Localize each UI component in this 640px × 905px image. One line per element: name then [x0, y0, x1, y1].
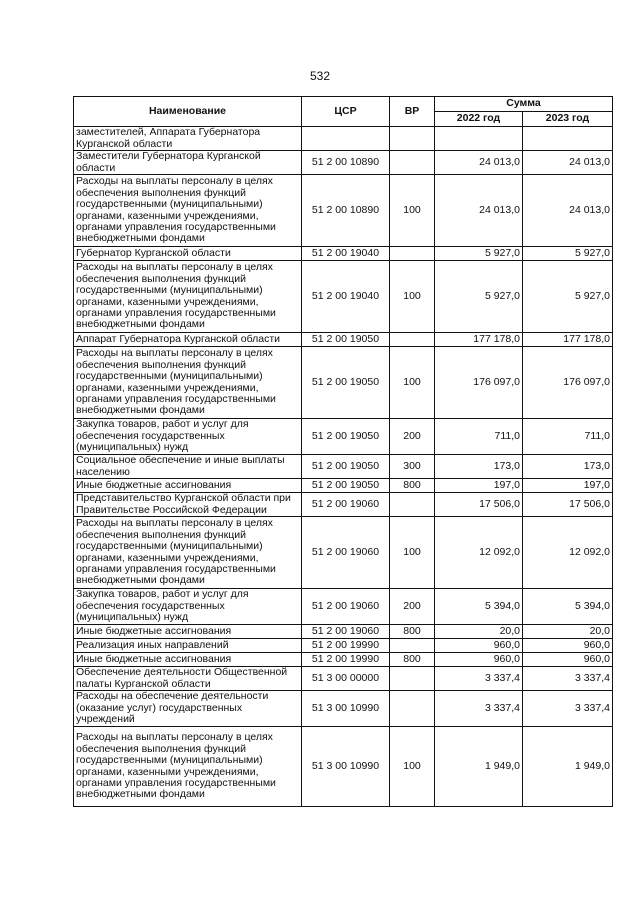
row-csr-cell: 51 3 00 00000: [302, 667, 390, 691]
row-csr-cell: [302, 127, 390, 151]
row-amount-2022-cell: 177 178,0: [435, 333, 523, 347]
row-csr-cell: 51 2 00 19040: [302, 261, 390, 333]
table-row: [74, 667, 613, 691]
row-csr-cell: 51 2 00 19050: [302, 347, 390, 419]
table-row: [74, 517, 613, 589]
row-name-cell: Расходы на выплаты персоналу в целях обеспечения выполнения функций государственными (муниципальными) органами, казенными учреждениями, органами управления государственными внебюджетными фондами: [74, 727, 302, 807]
row-amount-2022-cell: 24 013,0: [435, 175, 523, 247]
row-amount-2022-cell: 3 337,4: [435, 691, 523, 727]
row-csr-cell: 51 2 00 19050: [302, 419, 390, 455]
table-row: [74, 333, 613, 347]
row-amount-2023-cell: 176 097,0: [523, 347, 613, 419]
row-vr-cell: [390, 247, 435, 261]
row-vr-cell: 100: [390, 261, 435, 333]
row-name-cell: Заместители Губернатора Курганской области: [74, 151, 302, 175]
row-name-cell: Иные бюджетные ассигнования: [74, 653, 302, 667]
row-amount-2023-cell: 5 394,0: [523, 589, 613, 625]
table-row: [74, 127, 613, 151]
table-row: [74, 479, 613, 493]
row-name-cell: Расходы на выплаты персоналу в целях обеспечения выполнения функций государственными (муниципальными) органами, казенными учреждениями, органами управления государственными внебюджетными фондами: [74, 517, 302, 589]
row-amount-2022-cell: 960,0: [435, 653, 523, 667]
row-amount-2023-cell: 5 927,0: [523, 247, 613, 261]
row-name-cell: заместителей, Аппарата Губернатора Курганской области: [74, 127, 302, 151]
row-csr-cell: 51 3 00 10990: [302, 691, 390, 727]
row-csr-cell: 51 2 00 19050: [302, 479, 390, 493]
row-vr-cell: [390, 493, 435, 517]
budget-table: [73, 96, 613, 807]
row-name-cell: Представительство Курганской области при Правительстве Российской Федерации: [74, 493, 302, 517]
row-amount-2022-cell: 173,0: [435, 455, 523, 479]
row-vr-cell: 100: [390, 517, 435, 589]
row-amount-2023-cell: 197,0: [523, 479, 613, 493]
table-row: [74, 691, 613, 727]
header-csr: ЦСР: [302, 97, 390, 127]
row-name-cell: Закупка товаров, работ и услуг для обеспечения государственных (муниципальных) нужд: [74, 419, 302, 455]
row-vr-cell: 300: [390, 455, 435, 479]
row-name-cell: Губернатор Курганской области: [74, 247, 302, 261]
row-amount-2022-cell: 17 506,0: [435, 493, 523, 517]
row-amount-2023-cell: 3 337,4: [523, 691, 613, 727]
row-name-cell: Иные бюджетные ассигнования: [74, 479, 302, 493]
row-name-cell: Реализация иных направлений: [74, 639, 302, 653]
row-vr-cell: 100: [390, 347, 435, 419]
row-vr-cell: [390, 127, 435, 151]
row-amount-2023-cell: 3 337,4: [523, 667, 613, 691]
row-vr-cell: 100: [390, 175, 435, 247]
row-amount-2022-cell: [435, 127, 523, 151]
row-name-cell: Закупка товаров, работ и услуг для обеспечения государственных (муниципальных) нужд: [74, 589, 302, 625]
row-amount-2022-cell: 24 013,0: [435, 151, 523, 175]
row-amount-2023-cell: 177 178,0: [523, 333, 613, 347]
row-csr-cell: 51 2 00 19060: [302, 493, 390, 517]
row-csr-cell: 51 2 00 10890: [302, 175, 390, 247]
table-row: [74, 727, 613, 807]
row-csr-cell: 51 2 00 19050: [302, 333, 390, 347]
header-year-2023: 2023 год: [523, 112, 613, 127]
row-amount-2023-cell: 1 949,0: [523, 727, 613, 807]
row-name-cell: Расходы на обеспечение деятельности (оказание услуг) государственных учреждений: [74, 691, 302, 727]
row-amount-2023-cell: 24 013,0: [523, 175, 613, 247]
table-row: [74, 347, 613, 419]
row-amount-2022-cell: 5 927,0: [435, 261, 523, 333]
row-csr-cell: 51 3 00 10990: [302, 727, 390, 807]
row-amount-2022-cell: 3 337,4: [435, 667, 523, 691]
row-csr-cell: 51 2 00 19060: [302, 517, 390, 589]
row-amount-2022-cell: 1 949,0: [435, 727, 523, 807]
row-csr-cell: 51 2 00 19990: [302, 639, 390, 653]
row-vr-cell: [390, 151, 435, 175]
row-name-cell: Расходы на выплаты персоналу в целях обеспечения выполнения функций государственными (муниципальными) органами, казенными учреждениями, органами управления государственными внебюджетными фондами: [74, 175, 302, 247]
row-csr-cell: 51 2 00 19060: [302, 589, 390, 625]
row-amount-2023-cell: 173,0: [523, 455, 613, 479]
page-number: 532: [309, 69, 331, 83]
row-vr-cell: [390, 333, 435, 347]
row-vr-cell: [390, 667, 435, 691]
row-amount-2022-cell: 197,0: [435, 479, 523, 493]
row-amount-2023-cell: 711,0: [523, 419, 613, 455]
row-csr-cell: 51 2 00 19990: [302, 653, 390, 667]
table-row: [74, 653, 613, 667]
row-amount-2022-cell: 20,0: [435, 625, 523, 639]
row-name-cell: Социальное обеспечение и иные выплаты населению: [74, 455, 302, 479]
row-amount-2022-cell: 12 092,0: [435, 517, 523, 589]
row-amount-2023-cell: 960,0: [523, 639, 613, 653]
row-amount-2022-cell: 176 097,0: [435, 347, 523, 419]
row-name-cell: Расходы на выплаты персоналу в целях обеспечения выполнения функций государственными (муниципальными) органами, казенными учреждениями, органами управления государственными внебюджетными фондами: [74, 261, 302, 333]
row-csr-cell: 51 2 00 19050: [302, 455, 390, 479]
row-amount-2022-cell: 5 394,0: [435, 589, 523, 625]
row-vr-cell: 800: [390, 625, 435, 639]
table-row: [74, 625, 613, 639]
row-vr-cell: 200: [390, 589, 435, 625]
header-name: Наименование: [74, 97, 302, 127]
row-amount-2023-cell: [523, 127, 613, 151]
row-vr-cell: [390, 691, 435, 727]
table-row: [74, 639, 613, 653]
row-amount-2022-cell: 5 927,0: [435, 247, 523, 261]
row-amount-2023-cell: 960,0: [523, 653, 613, 667]
row-amount-2023-cell: 12 092,0: [523, 517, 613, 589]
row-vr-cell: 100: [390, 727, 435, 807]
header-sum: Сумма: [435, 97, 613, 112]
table-row: [74, 175, 613, 247]
table-row: [74, 261, 613, 333]
row-vr-cell: 800: [390, 653, 435, 667]
row-csr-cell: 51 2 00 19060: [302, 625, 390, 639]
row-csr-cell: 51 2 00 19040: [302, 247, 390, 261]
row-vr-cell: 200: [390, 419, 435, 455]
row-name-cell: Обеспечение деятельности Общественной палаты Курганской области: [74, 667, 302, 691]
header-year-2022: 2022 год: [435, 112, 523, 127]
table-body: [74, 127, 613, 807]
table-row: [74, 419, 613, 455]
table-header: [74, 97, 613, 127]
row-name-cell: Иные бюджетные ассигнования: [74, 625, 302, 639]
table-row: [74, 151, 613, 175]
row-amount-2023-cell: 20,0: [523, 625, 613, 639]
header-vr: ВР: [390, 97, 435, 127]
table-row: [74, 247, 613, 261]
table-row: [74, 455, 613, 479]
row-name-cell: Аппарат Губернатора Курганской области: [74, 333, 302, 347]
row-csr-cell: 51 2 00 10890: [302, 151, 390, 175]
table-row: [74, 589, 613, 625]
table-row: [74, 493, 613, 517]
row-vr-cell: 800: [390, 479, 435, 493]
row-amount-2022-cell: 960,0: [435, 639, 523, 653]
row-amount-2023-cell: 5 927,0: [523, 261, 613, 333]
row-amount-2022-cell: 711,0: [435, 419, 523, 455]
row-amount-2023-cell: 24 013,0: [523, 151, 613, 175]
row-vr-cell: [390, 639, 435, 653]
row-name-cell: Расходы на выплаты персоналу в целях обеспечения выполнения функций государственными (муниципальными) органами, казенными учреждениями, органами управления государственными внебюджетными фондами: [74, 347, 302, 419]
row-amount-2023-cell: 17 506,0: [523, 493, 613, 517]
